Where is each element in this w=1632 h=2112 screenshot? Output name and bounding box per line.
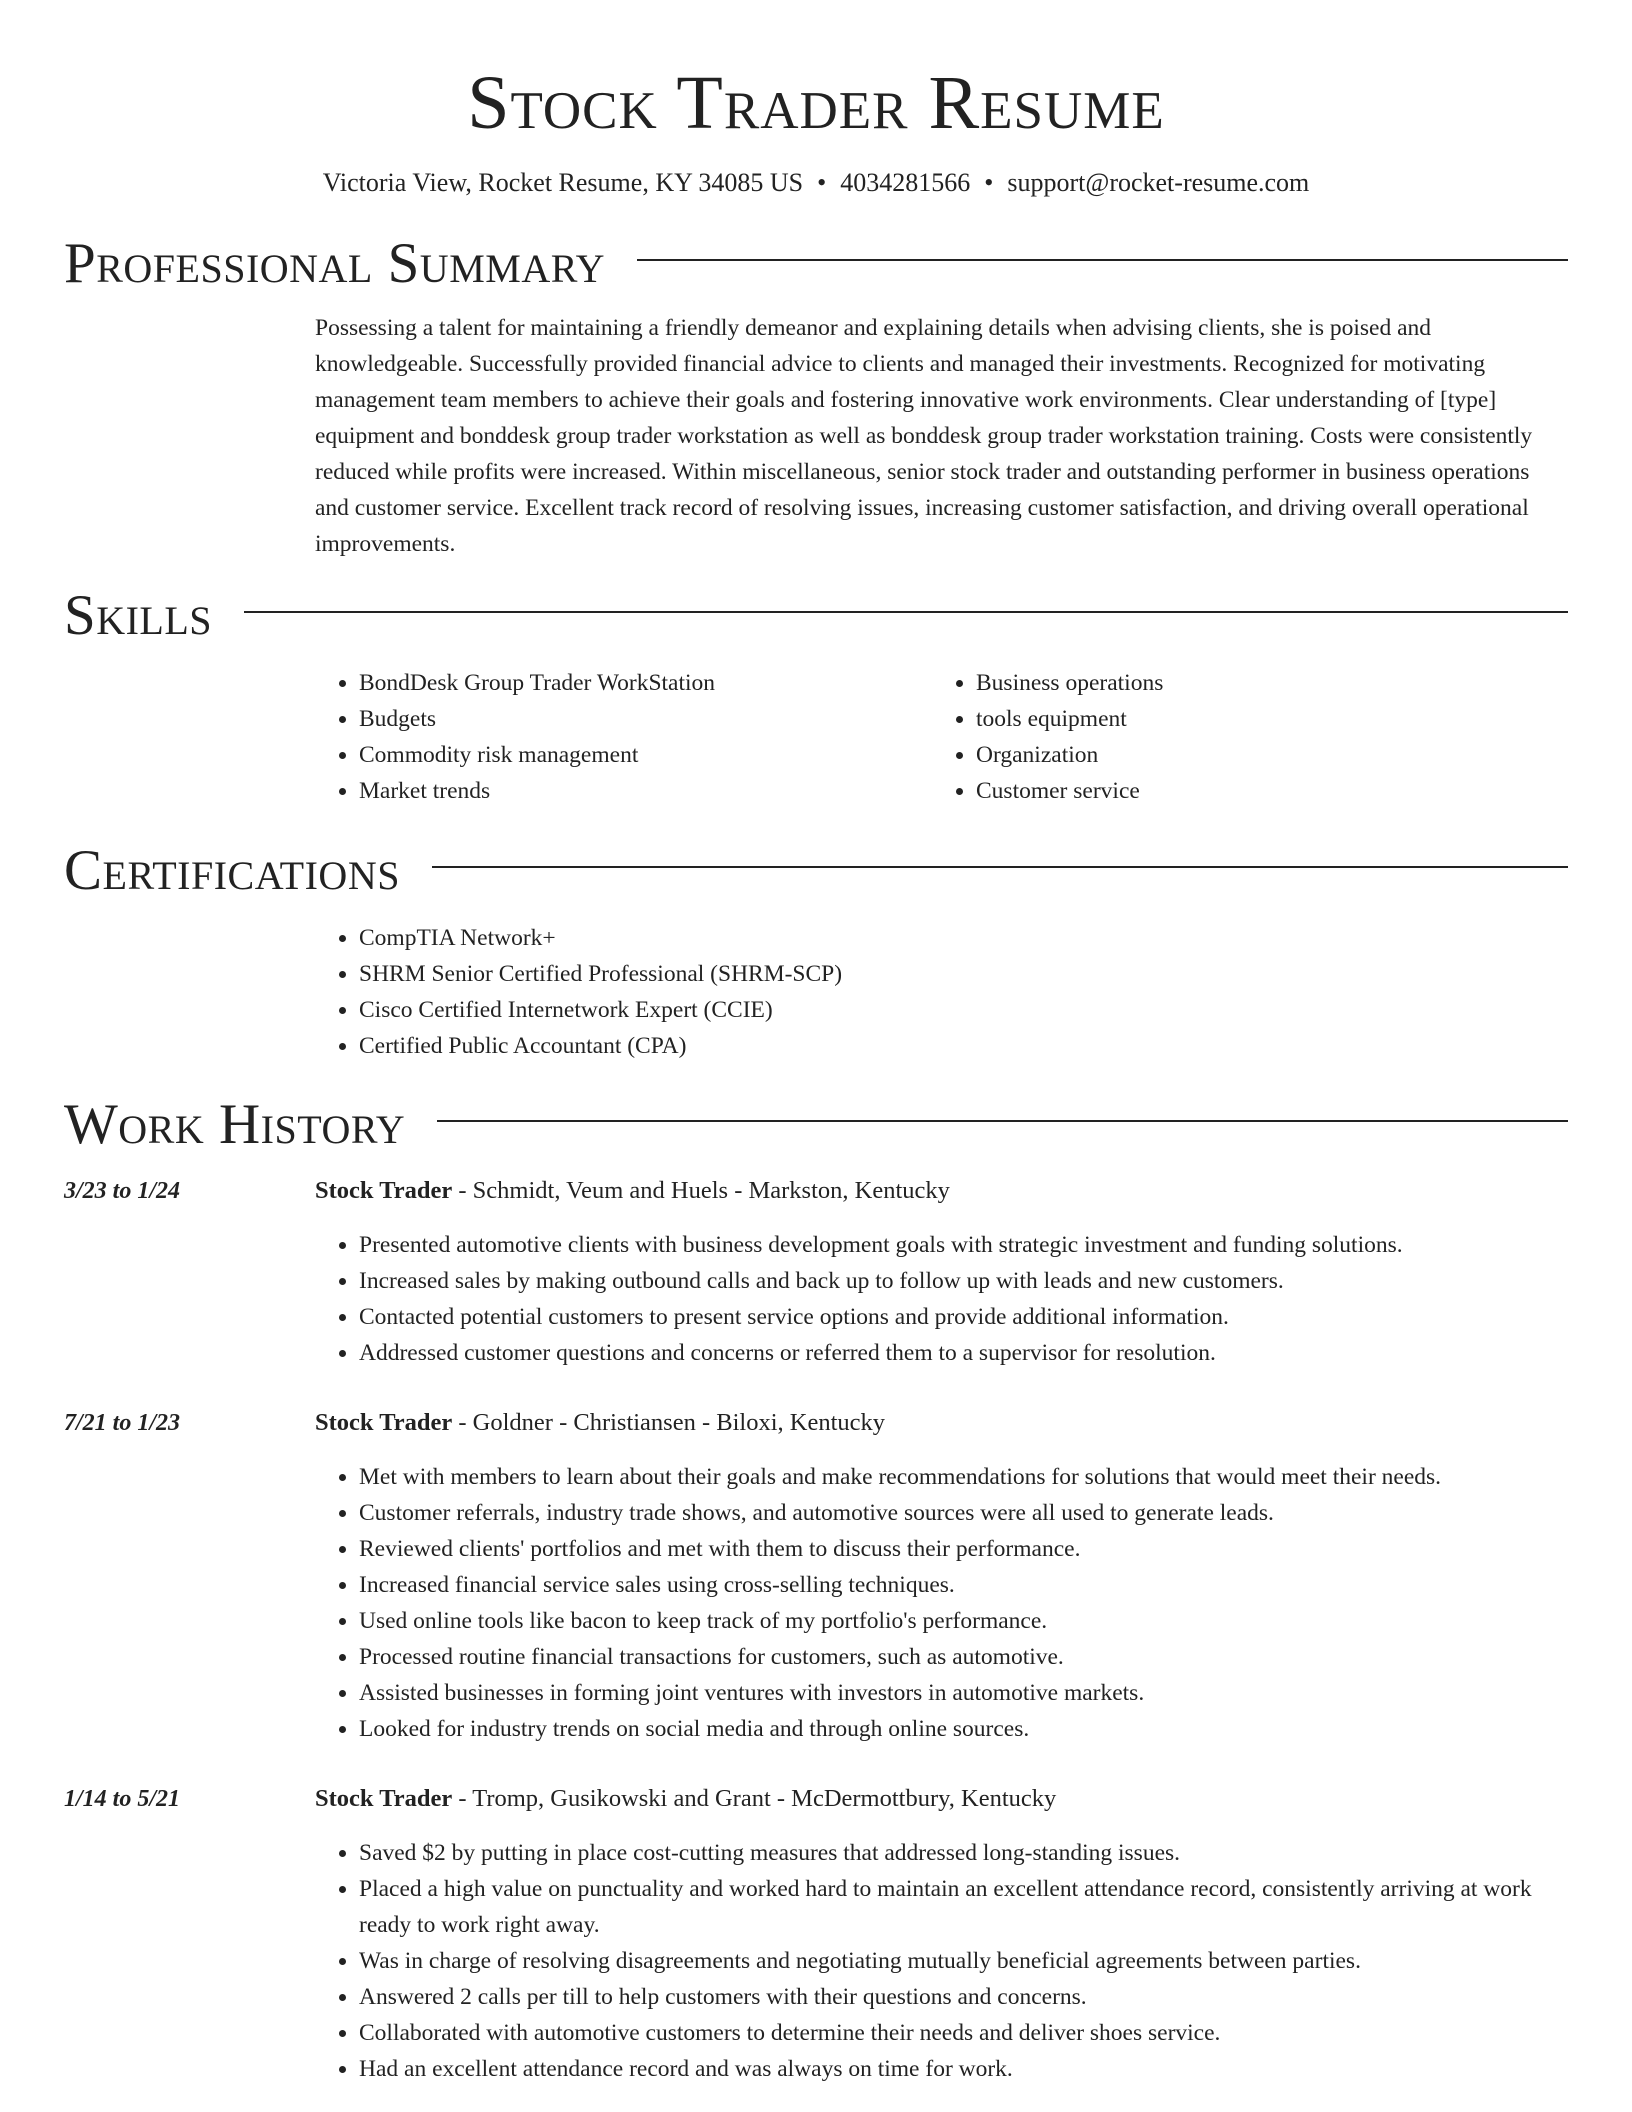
job-bullet: • Answered 2 calls per till to help customers with their questions and concerns. <box>359 1979 1568 2015</box>
skill-item: • Customer service <box>976 773 1549 809</box>
skill-item: • Commodity risk management <box>359 737 932 773</box>
summary-content <box>315 310 1568 562</box>
job-header <box>315 1405 1568 1441</box>
job-bullet: • Met with members to learn about their goals and make recommendations for solutions that would meet their needs. <box>359 1459 1568 1495</box>
job-bullet: • Looked for industry trends on social media and through online sources. <box>359 1711 1568 1747</box>
certifications-content <box>315 920 1568 1064</box>
certification-item: • Certified Public Accountant (CPA) <box>359 1028 1568 1064</box>
job-content <box>315 1405 1568 1747</box>
contact-phone: 4034281566 <box>840 168 971 197</box>
job-dates: 7/21 to 1/23 <box>64 1410 181 1436</box>
job-bullet: • Assisted businesses in forming joint ventures with investors in automotive markets. <box>359 1675 1568 1711</box>
job-bullet: • Used online tools like bacon to keep track of my portfolio's performance. <box>359 1603 1568 1639</box>
summary-section <box>64 230 1568 562</box>
contact-separator: • <box>817 168 827 197</box>
section-header <box>64 230 1568 298</box>
job-bullet: • Saved $2 by putting in place cost-cutting measures that addressed long-standing issues. <box>359 1835 1568 1871</box>
contact-email: support@rocket-resume.com <box>1007 168 1310 197</box>
job-header <box>315 1173 1568 1209</box>
section-heading-summary: Professional Summary <box>64 232 606 295</box>
job-bullet: • Collaborated with automotive customers to determine their needs and deliver shoes service. <box>359 2015 1568 2051</box>
section-divider <box>437 1120 1568 1122</box>
contact-separator: • <box>984 168 994 197</box>
section-divider <box>432 866 1568 868</box>
job-bullet: • Presented automotive clients with business development goals with strategic investment and funding solutions. <box>359 1227 1568 1263</box>
job-details: - Goldner - Christiansen - Biloxi, Kentucky <box>452 1409 886 1436</box>
section-divider <box>637 259 1568 261</box>
section-heading-work-history: Work History <box>64 1093 406 1156</box>
job-role: Stock Trader <box>315 1409 453 1436</box>
skill-item: • Budgets <box>359 701 932 737</box>
skill-item: • Market trends <box>359 773 932 809</box>
certification-item: • SHRM Senior Certified Professional (SHRM-SCP) <box>359 956 1568 992</box>
section-header <box>64 837 1568 905</box>
job-bullets <box>315 1227 1568 1371</box>
job-dates: 3/23 to 1/24 <box>64 1178 181 1204</box>
job-entry <box>64 1781 1568 2087</box>
job-entry <box>64 1173 1568 1371</box>
job-bullet: • Was in charge of resolving disagreements and negotiating mutually beneficial agreements between parties. <box>359 1943 1568 1979</box>
skills-list-right <box>932 665 1549 809</box>
certification-item: • CompTIA Network+ <box>359 920 1568 956</box>
job-bullet: • Placed a high value on punctuality and worked hard to maintain an excellent attendance record, consistently arriving at work ready to work right away. <box>359 1871 1568 1943</box>
job-bullet: • Had an excellent attendance record and was always on time for work. <box>359 2051 1568 2087</box>
job-content <box>315 1781 1568 2087</box>
job-content <box>315 1173 1568 1371</box>
job-bullet: • Reviewed clients' portfolios and met with them to discuss their performance. <box>359 1531 1568 1567</box>
certifications-section <box>64 837 1568 1064</box>
job-bullet: • Contacted potential customers to present service options and provide additional information. <box>359 1299 1568 1335</box>
job-bullet: • Addressed customer questions and concerns or referred them to a supervisor for resolution. <box>359 1335 1568 1371</box>
job-bullet: • Increased financial service sales using cross-selling techniques. <box>359 1567 1568 1603</box>
skills-list-left <box>315 665 932 809</box>
job-details: - Tromp, Gusikowski and Grant - McDermottbury, Kentucky <box>452 1785 1057 1812</box>
skill-item: • tools equipment <box>976 701 1549 737</box>
job-header <box>315 1781 1568 1817</box>
summary-text: Possessing a talent for maintaining a friendly demeanor and explaining details when advising clients, she is poised and knowledgeable. Successfully provided financial advice to clients and managed their investments. Recognized for motivating management team members to achieve their goals and fostering innovative work environments. Clear understanding of [type] equipment and bonddesk group trader workstation as well as bonddesk group trader workstation training. Costs were consistently reduced while profits were increased. Within miscellaneous, senior stock trader and outstanding performer in business operations and customer service. Excellent track record of resolving issues, increasing customer satisfaction, and driving overall operational improvements. <box>315 315 1533 557</box>
job-bullet: • Processed routine financial transactions for customers, such as automotive. <box>359 1639 1568 1675</box>
section-header <box>64 582 1568 650</box>
job-role: Stock Trader <box>315 1785 453 1812</box>
section-header <box>64 1091 1568 1159</box>
job-bullet: • Customer referrals, industry trade shows, and automotive sources were all used to generate leads. <box>359 1495 1568 1531</box>
contact-address: Victoria View, Rocket Resume, KY 34085 US <box>322 168 804 197</box>
skills-content <box>315 665 1568 809</box>
section-divider <box>244 611 1568 613</box>
resume-page <box>64 0 1568 2087</box>
skill-item: • Organization <box>976 737 1549 773</box>
work-history-section <box>64 1091 1568 2087</box>
section-heading-skills: Skills <box>64 584 213 647</box>
section-heading-certifications: Certifications <box>64 839 400 902</box>
resume-title: Stock Trader Resume <box>467 61 1165 145</box>
skills-section <box>64 582 1568 809</box>
skill-item: • BondDesk Group Trader WorkStation <box>359 665 932 701</box>
job-entry <box>64 1405 1568 1747</box>
job-dates: 1/14 to 5/21 <box>64 1786 181 1812</box>
certification-item: • Cisco Certified Internetwork Expert (CCIE) <box>359 992 1568 1028</box>
certifications-list <box>315 920 1568 1064</box>
job-details: - Schmidt, Veum and Huels - Markston, Kentucky <box>452 1177 950 1204</box>
contact-line <box>64 168 1568 198</box>
job-role: Stock Trader <box>315 1177 453 1204</box>
skill-item: • Business operations <box>976 665 1549 701</box>
job-bullets <box>315 1459 1568 1747</box>
job-bullet: • Increased sales by making outbound calls and back up to follow up with leads and new customers. <box>359 1263 1568 1299</box>
job-bullets <box>315 1835 1568 2087</box>
